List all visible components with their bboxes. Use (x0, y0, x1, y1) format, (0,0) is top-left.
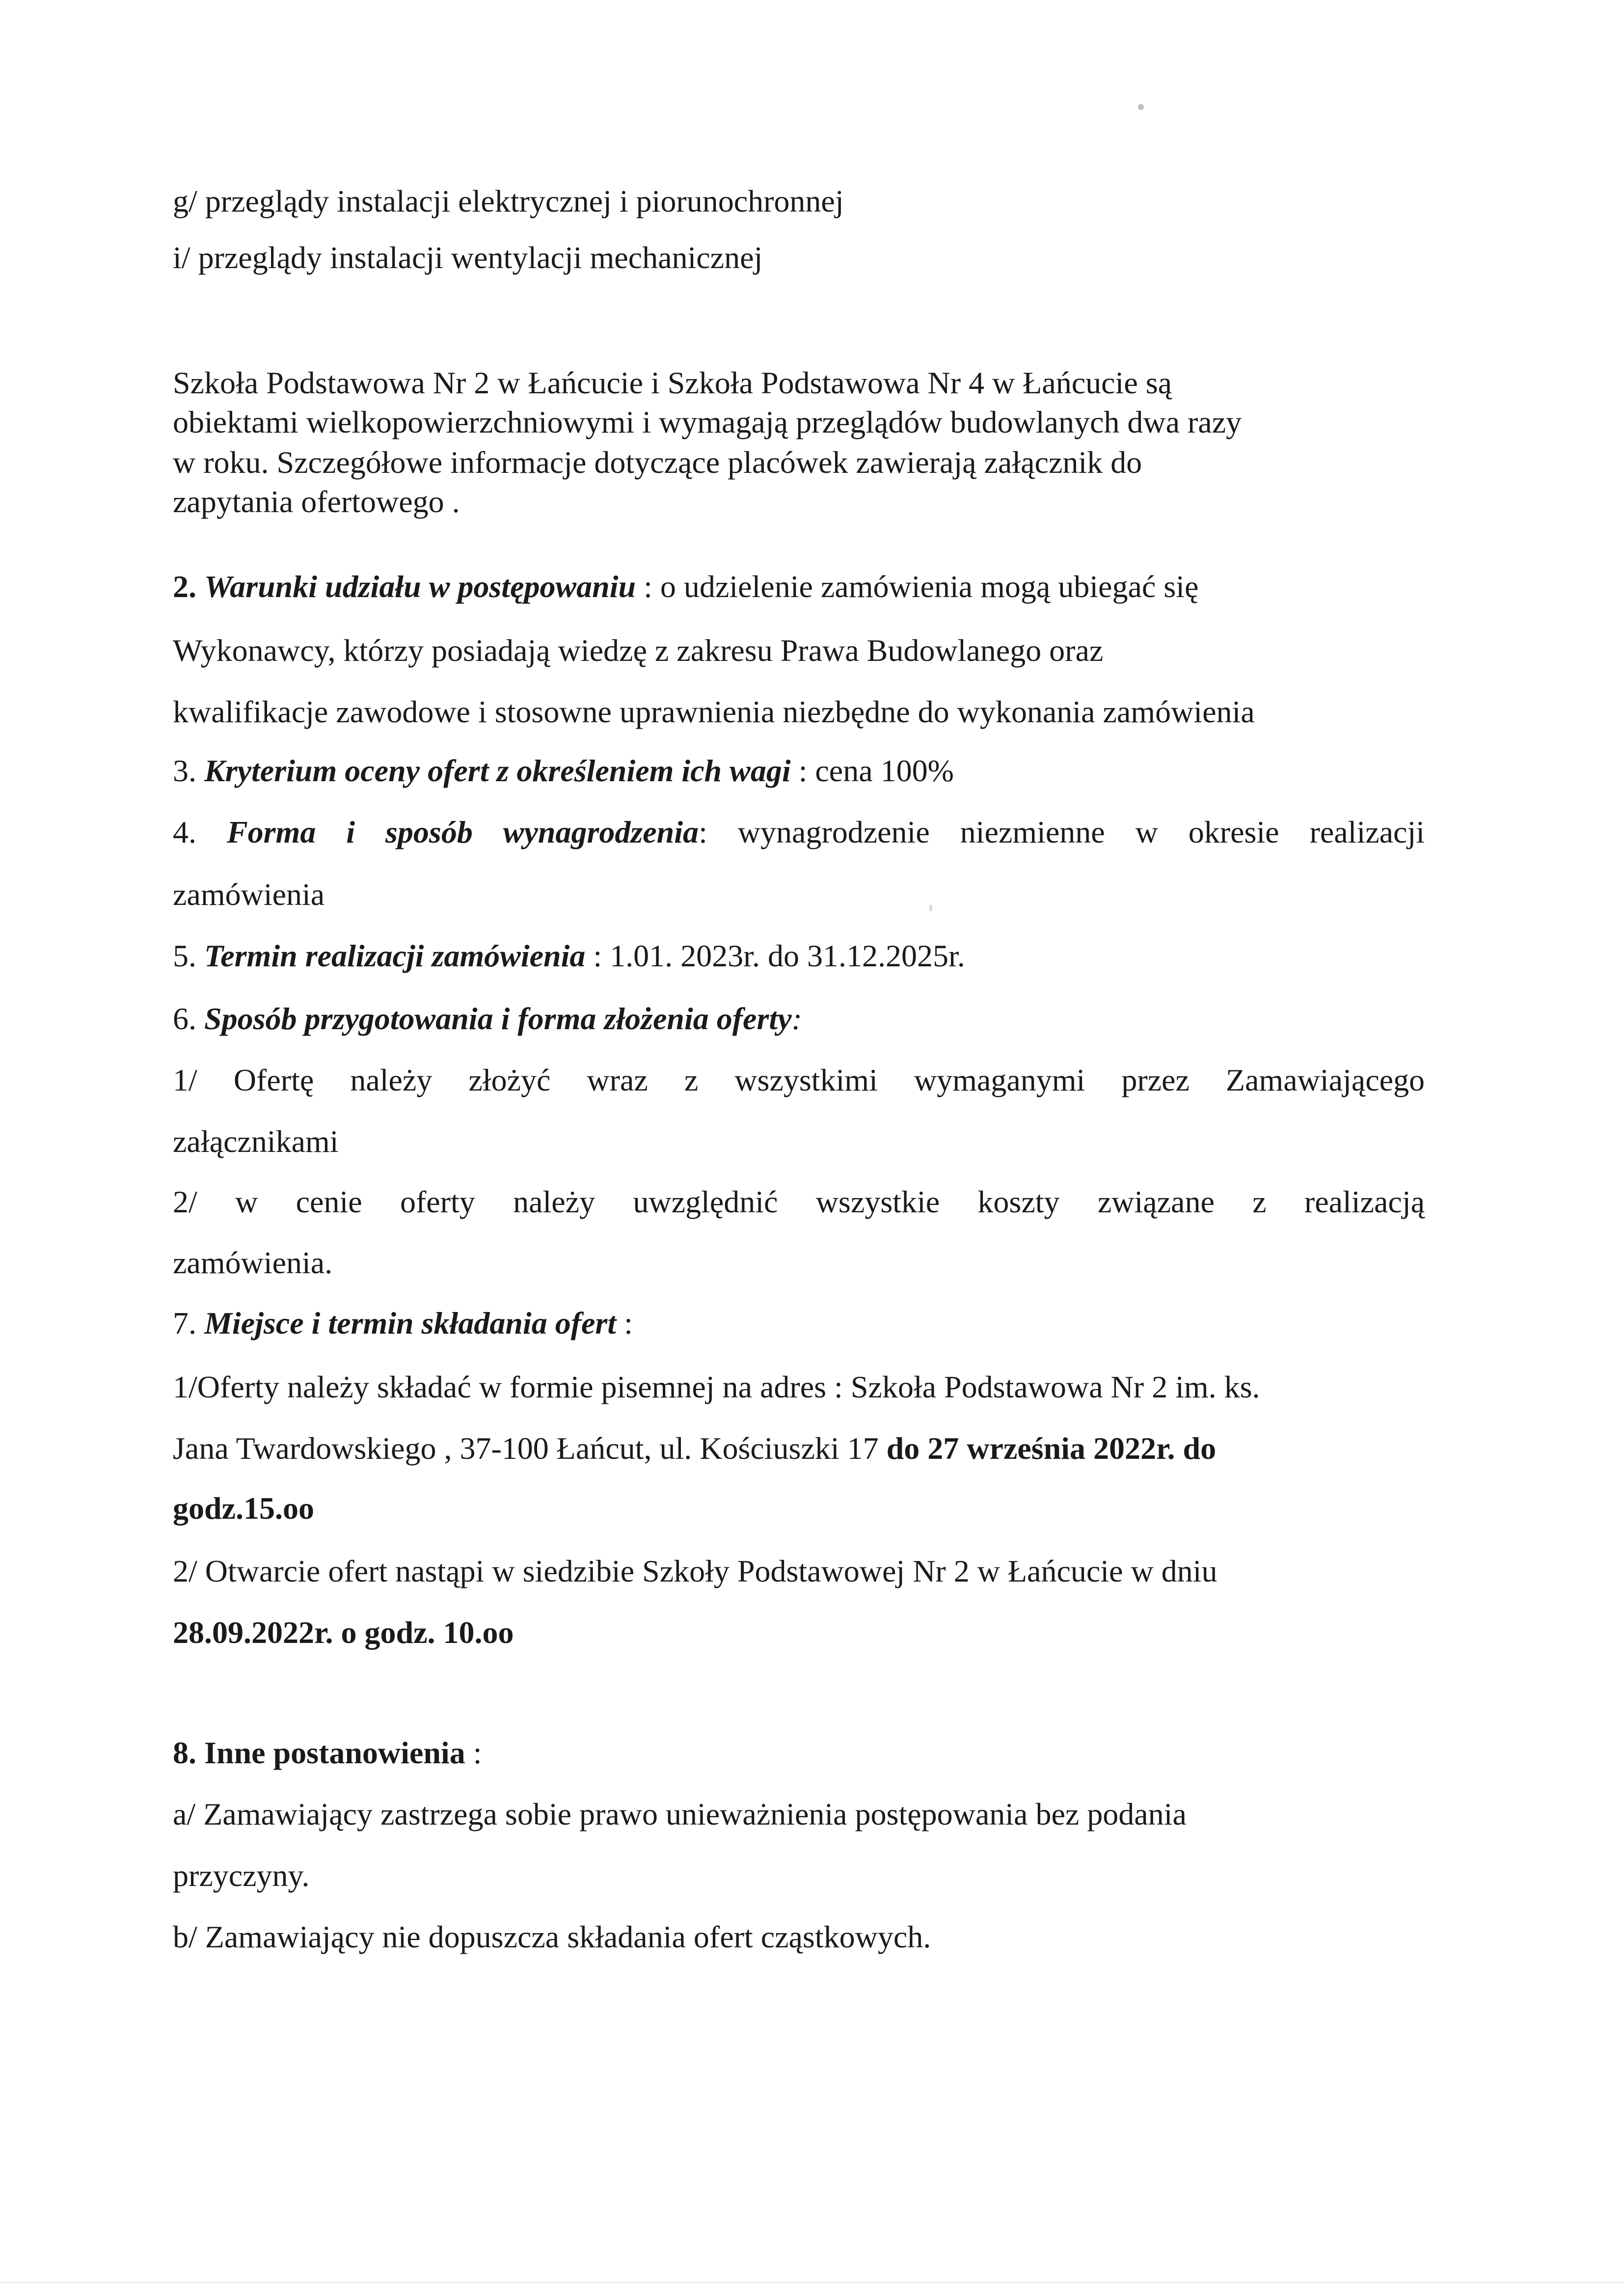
section-number: 5. (173, 938, 204, 973)
paragraph-line: zapytania ofertowego . (173, 484, 460, 519)
section-2-line: Wykonawcy, którzy posiadają wiedzę z zakresu Prawa Budowlanego oraz (173, 633, 1104, 668)
section-6-line: 1/ Ofertę należy złożyć wraz z wszystkimi wymaganymi przez Zamawiającego (173, 1063, 1425, 1097)
section-8-heading-line (173, 1733, 482, 1773)
section-8-line: b/ Zamawiający nie dopuszcza składania ofert cząstkowych. (173, 1919, 931, 1954)
section-3-title: Kryterium oceny ofert z określeniem ich wagi (204, 753, 791, 788)
scan-speck (1138, 104, 1144, 110)
scan-speck (929, 904, 932, 911)
section-2-line: kwalifikacje zawodowe i stosowne uprawnienia niezbędne do wykonania zamówienia (173, 694, 1255, 729)
opening-date: 28.09.2022r. o godz. 10.oo (173, 1615, 514, 1650)
section-3-heading-line (173, 751, 954, 791)
section-2-title: Warunki udziału w postępowaniu (204, 569, 636, 604)
section-text: : 1.01. 2023r. do 31.12.2025r. (585, 938, 965, 973)
section-7-heading-line (173, 1304, 633, 1343)
section-6-line: zamówienia. (173, 1245, 333, 1280)
section-text: : (465, 1735, 482, 1770)
deadline-text: do 27 września 2022r. do (886, 1431, 1217, 1466)
item-g: g/ przeglądy instalacji elektrycznej i piorunochronnej (173, 184, 844, 219)
section-8-title: 8. Inne postanowienia (173, 1735, 465, 1770)
section-7-line: 2/ Otwarcie ofert nastąpi w siedzibie Szkoły Podstawowej Nr 2 w Łańcucie w dniu (173, 1554, 1218, 1588)
paragraph-line: Szkoła Podstawowa Nr 2 w Łańcucie i Szkoła Podstawowa Nr 4 w Łańcucie są (173, 365, 1172, 400)
section-6-line: 2/ w cenie oferty należy uwzględnić wszystkie koszty związane z realizacją (173, 1184, 1425, 1219)
section-7-line (173, 1429, 1216, 1468)
section-text: : o udzielenie zamówienia mogą ubiegać się (636, 569, 1199, 604)
section-6-heading-line (173, 999, 802, 1039)
section-text: : wynagrodzenie niezmienne w okresie realizacji (699, 815, 1425, 849)
section-8-line: a/ Zamawiający zastrzega sobie prawo unieważnienia postępowania bez podania (173, 1797, 1187, 1831)
section-5-title: Termin realizacji zamówienia (204, 938, 586, 973)
address-text: Jana Twardowskiego , 37-100 Łańcut, ul. Kościuszki 17 (173, 1431, 887, 1466)
section-6-title: Sposób przygotowania i forma złożenia oferty (204, 1001, 792, 1036)
section-text: : (616, 1306, 633, 1340)
paragraph-line: w roku. Szczegółowe informacje dotyczące placówek zawierają załącznik do (173, 445, 1142, 480)
section-2-heading-line (173, 567, 1198, 606)
section-8-line: przyczyny. (173, 1858, 310, 1893)
item-i: i/ przeglądy instalacji wentylacji mechanicznej (173, 240, 763, 275)
section-number: 7. (173, 1306, 204, 1340)
section-number: 4. (173, 815, 227, 849)
section-5-heading-line (173, 936, 965, 976)
section-4-line: zamówienia (173, 877, 325, 912)
section-6-line: załącznikami (173, 1124, 339, 1159)
section-4-heading-line (173, 813, 1425, 852)
section-text: : cena 100% (790, 753, 954, 788)
section-number: 3. (173, 753, 204, 788)
scan-edge-line (0, 2282, 1624, 2283)
section-7-title: Miejsce i termin składania ofert (204, 1306, 617, 1340)
deadline-hour: godz.15.oo (173, 1491, 314, 1526)
section-4-title: Forma i sposób wynagrodzenia (226, 815, 699, 849)
section-7-line: 1/Oferty należy składać w formie pisemnej na adres : Szkoła Podstawowa Nr 2 im. ks. (173, 1369, 1260, 1404)
paragraph-line: obiektami wielkopowierzchniowymi i wymagają przeglądów budowlanych dwa razy (173, 405, 1242, 439)
section-text: : (791, 1001, 802, 1036)
section-number: 2. (173, 569, 204, 604)
section-number: 6. (173, 1001, 204, 1036)
